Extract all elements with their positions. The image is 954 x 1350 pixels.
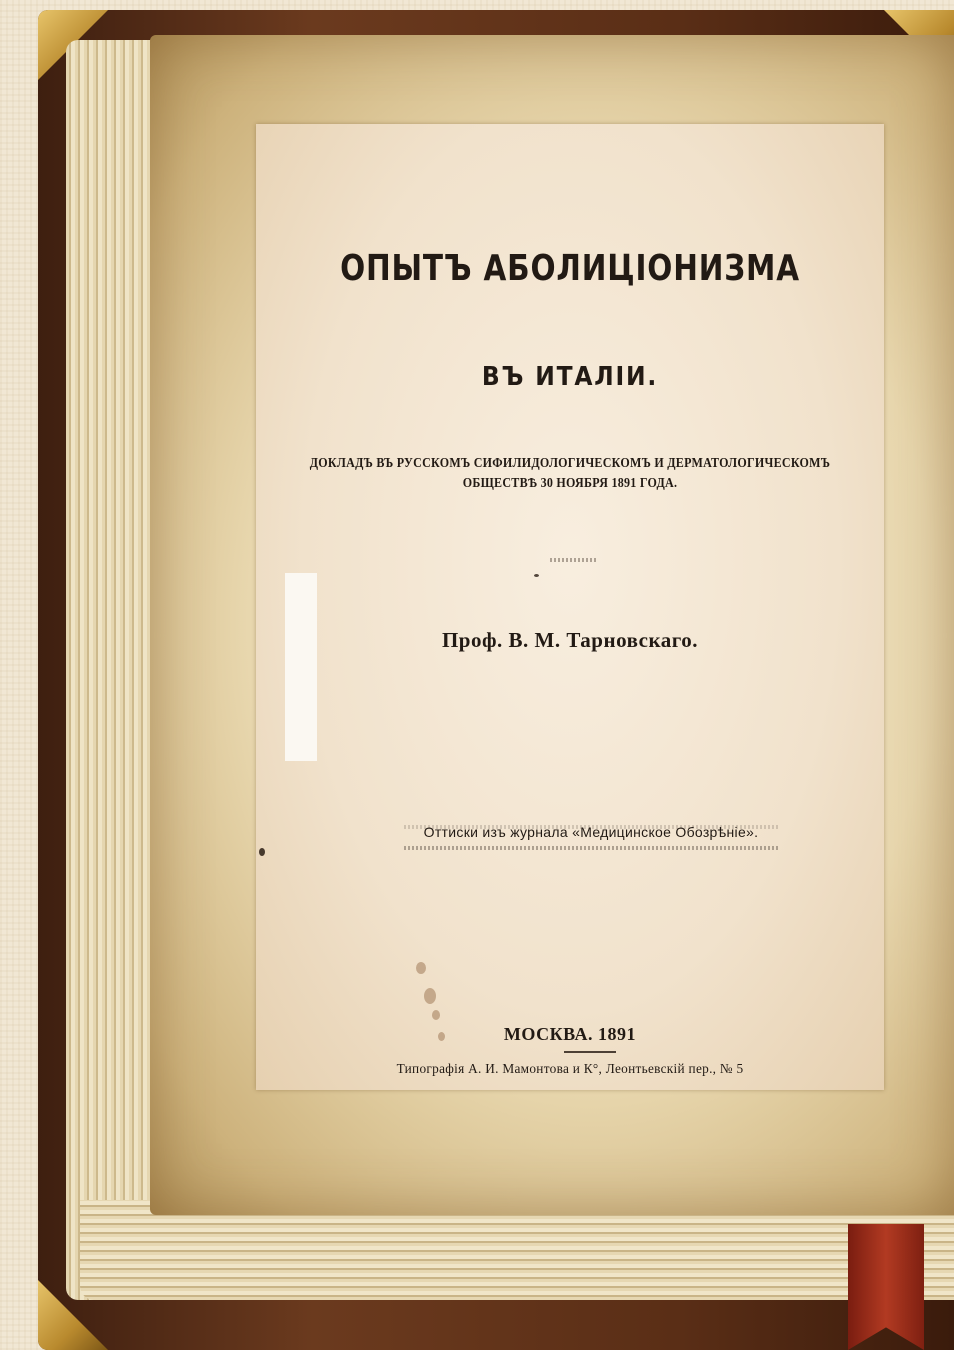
reprint-note: Оттиски изъ журнала «Медицинское Обозрѣніе».	[423, 824, 759, 840]
ink-dot	[534, 574, 539, 577]
foxing-spot	[432, 1010, 440, 1020]
ink-dot	[259, 848, 265, 856]
ornamental-divider	[550, 558, 598, 562]
report-line-1: ДОКЛАДЪ ВЪ РУССКОМЪ СИФИЛИДОЛОГИЧЕСКОМЪ И ДЕРМАТОЛОГИЧЕСКОМЪ	[309, 456, 831, 471]
author-line: Проф. В. М. Тарновскаго.	[441, 628, 699, 652]
printer-imprint: Типографія А. И. Мамонтова и К°, Леонтьевскій пер., № 5	[396, 1062, 744, 1077]
reprint-rule-bottom	[404, 846, 778, 850]
report-line-2: ОБЩЕСТВѢ 30 НОЯБРЯ 1891 ГОДА.	[462, 476, 678, 491]
foxing-spot	[416, 962, 426, 974]
document-title: ОПЫТЪ АБОЛИЦІОНИЗМА	[340, 248, 800, 289]
place-underline	[564, 1051, 616, 1053]
scan-white-strip	[285, 573, 317, 761]
document-subtitle: ВЪ ИТАЛІИ.	[481, 362, 659, 392]
page-stack-edge-bottom	[80, 1200, 954, 1300]
place-and-year: МОСКВА. 1891	[503, 1024, 637, 1044]
foxing-spot	[424, 988, 436, 1004]
